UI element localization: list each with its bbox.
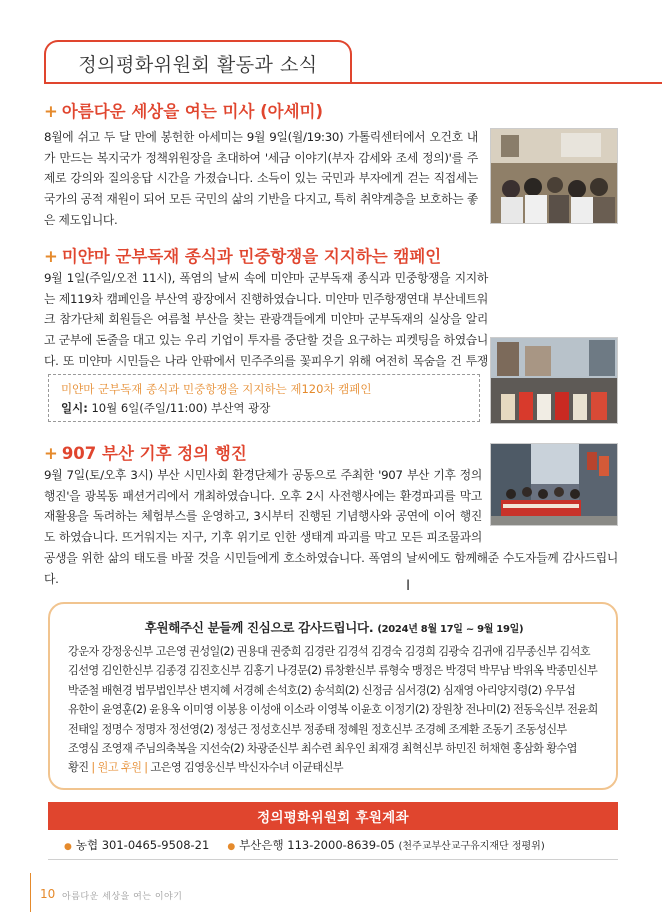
account-divider bbox=[48, 859, 618, 860]
account-nh bbox=[64, 837, 209, 853]
manuscript-donor-names: 고은영 김영웅신부 박신자수녀 이균태신부 bbox=[150, 761, 344, 775]
campaign-title: 미얀마 군부독재 종식과 민중항쟁을 지지하는 제120차 캠페인 bbox=[61, 382, 372, 396]
plus-icon: + bbox=[44, 247, 58, 266]
header-divider bbox=[44, 82, 662, 84]
page-title: 정의평화위원회 활동과 소식 bbox=[78, 53, 318, 76]
campaign-notice-box bbox=[48, 374, 480, 422]
header-tab bbox=[44, 40, 352, 84]
footer-divider bbox=[30, 873, 31, 912]
donor-thanks-box bbox=[48, 602, 618, 790]
section1-body: 8월에 쉬고 두 달 만에 봉헌한 아세미는 9월 9일(월/19:30) 가톨릭센터에서 오건호 내가 만드는 복지국가 정책위원장을 초대하여 '세금 이야기(부자 감세와 조세 정의)'를 주제로 강의와 질의응답 시간을 가졌습니다. 소득이 있는 국민과 부자에게 걷는 직접세는 국가의 공적 재원이 되어 모든 국민의 삶의 기반을 다지고, 특히 취약계층을 보호하는 좋은 제도입니다. bbox=[44, 130, 478, 227]
account-nh-text: 농협 301-0465-9508-21 bbox=[75, 838, 210, 852]
section1-title bbox=[44, 98, 323, 122]
account-busan bbox=[227, 837, 544, 853]
section3-body-text: 9월 7일(토/오후 3시) 부산 시민사회 환경단체가 공동으로 주최한 '907 부산 기후 정의 행진'을 광복동 패션거리에서 개최하였습니다. 오후 2시 사전행사에는 환경파괴를 막고 재활용을 독려하는 체험부스를 운영하고, 3시부터 진행된 기념행사와 공연에 이어 행진도 하였습니다. 뜨거워지는 지구, 기후 위기로 인한 생태계 파괴를 막고 모든 피조물과의 공생을 위한 삶의 태도를 바꿀 것을 시민들에게 호소하였습니다. 폭염의 날씨에도 함께해준 수도자들께 감사드립니다. bbox=[44, 468, 618, 586]
campaign-date-label: 일시: bbox=[61, 401, 88, 415]
text-cursor-icon: I bbox=[406, 578, 411, 594]
account-row bbox=[64, 834, 624, 856]
campaign-date: 10월 6일(주일/11:00) 부산역 광장 bbox=[87, 401, 271, 415]
thanks-dates: (2024년 8월 17일 ~ 9월 19일) bbox=[377, 624, 524, 635]
separator: | bbox=[88, 761, 98, 775]
mass-lecture-photo bbox=[490, 128, 618, 224]
section1-title-text: 아름다운 세상을 여는 미사 (아세미) bbox=[61, 102, 324, 121]
section2-title-text: 미얀마 군부독재 종식과 민중항쟁을 지지하는 캠페인 bbox=[61, 247, 442, 266]
account-title: 정의평화위원회 후원계좌 bbox=[257, 810, 409, 826]
publication-title: 아름다운 세상을 여는 이야기 bbox=[62, 892, 183, 902]
manuscript-label: 원고 후원 bbox=[97, 761, 142, 775]
section2-body-text: 9월 1일(주일/오전 11시), 폭염의 날씨 속에 미얀마 군부독재 종식과 민중항쟁을 지지하는 제119차 캠페인을 부산역 광장에서 진행하였습니다. 미얀마 민주항쟁연대 부산네트워크 참가단체 회원들은 여름철 부산을 찾는 관광객들에게 미얀마 군부독재의 실상을 알리고 군부에 돈줄을 대고 있는 우리 기업이 투자를 중단할 것을 요구하는 피켓팅을 하였습니다. 또 미얀마 시민들은 나라 안팎에서 민주주의를 꽃피우기 위해 여전히 목숨을 건 투쟁 bbox=[44, 271, 488, 368]
plus-icon: + bbox=[44, 102, 58, 121]
separator: | bbox=[141, 761, 151, 775]
section3-title-text: 907 부산 기후 정의 행진 bbox=[61, 444, 247, 463]
account-busan-text: 부산은행 113-2000-8639-05 bbox=[239, 838, 395, 852]
bullet-icon: ● bbox=[64, 842, 72, 852]
account-header bbox=[48, 802, 618, 830]
myanmar-campaign-photo bbox=[490, 337, 618, 424]
page-number: 10 bbox=[40, 887, 56, 901]
thanks-title bbox=[68, 618, 600, 636]
campaign-detail bbox=[61, 399, 467, 418]
bullet-icon: ● bbox=[227, 842, 236, 852]
thanks-title-text: 후원해주신 분들께 진심으로 감사드립니다. bbox=[144, 620, 374, 635]
page-footer bbox=[0, 873, 662, 912]
donor-list bbox=[68, 642, 600, 778]
plus-icon: + bbox=[44, 444, 58, 463]
section3-title bbox=[44, 440, 247, 464]
account-owner: (천주교부산교구유지재단 정평위) bbox=[398, 841, 545, 852]
climate-march-photo bbox=[490, 443, 618, 526]
donor-names: 강운자 강정웅신부 고은영 권성일(2) 권용대 권중희 김경란 김경석 김경숙 김경희 김광숙 김귀애 김무종신부 김석호 김선영 김인한신부 김종경 김진호신부 김홍기 나경문(2) 류창환신부 류형숙 맹정은 박경덕 박무남 박위옥 박종민신부 박준철 배현경 법무법인부산 변지혜 서경혜 손석호(2) 송석희(2) 신정금 심서경(2) 심재영 아리양지령(2) 우무섭 유한이 윤영훈(2) 윤용옥 이미영 이봉용 이성애 이소라 이영복 이윤호 이정기(2) 장원창 전나미(2) 전동욱신부 전윤희 전태일 정명수 정명자 정선영(2) 정성근 정성호신부 정종태 정혜원 정호신부 조경혜 조계환 조동기 조동성신부 조영심 조영재 주님의축복을 지선숙(2) 차광준신부 최수련 최우인 최재경 최혁신부 하민진 허채현 홍삼화 황수엽 황진 bbox=[68, 645, 598, 775]
section2-title bbox=[44, 243, 441, 267]
